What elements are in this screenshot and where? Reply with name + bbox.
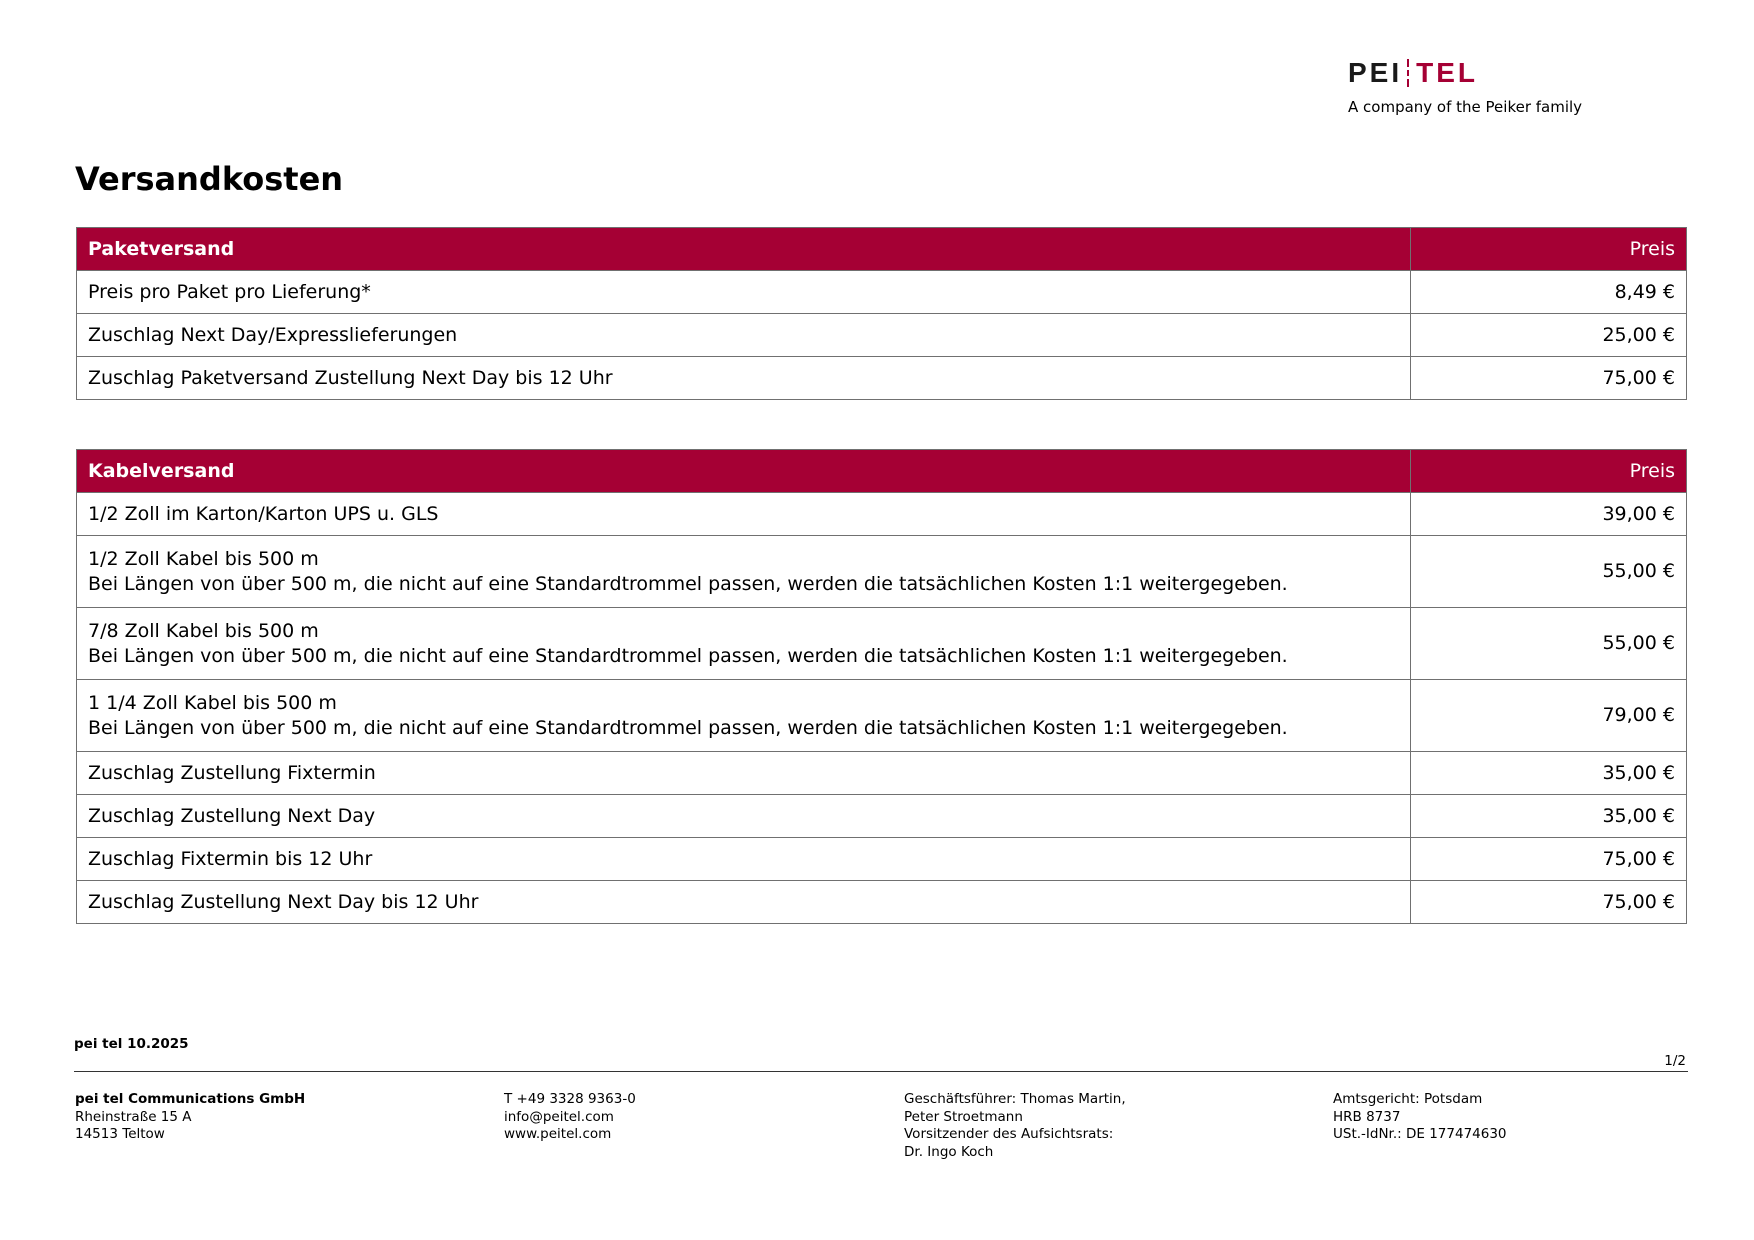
description-line: Zuschlag Fixtermin bis 12 Uhr	[88, 847, 373, 870]
logo-divider-icon	[1406, 59, 1410, 87]
row-description	[77, 608, 1411, 680]
description-line: Zuschlag Zustellung Fixtermin	[88, 761, 376, 784]
management-line: Dr. Ingo Koch	[904, 1143, 994, 1160]
footer-divider	[74, 1071, 1688, 1072]
description-line: Bei Längen von über 500 m, die nicht auf eine Standardtrommel passen, werden die tatsächlichen Kosten 1:1 weitergegeben.	[88, 644, 1288, 667]
table-header-title: Paketversand	[77, 228, 1411, 271]
document-version: pei tel 10.2025	[74, 1036, 189, 1052]
table-header-title: Kabelversand	[77, 450, 1411, 493]
row-description	[77, 271, 1411, 314]
table-row	[77, 493, 1687, 536]
table-row	[77, 680, 1687, 752]
row-price: 35,00 €	[1411, 795, 1687, 838]
company-city: 14513 Teltow	[75, 1126, 165, 1142]
row-price: 55,00 €	[1411, 536, 1687, 608]
table-header-row	[77, 228, 1687, 271]
description-line: 1 1/4 Zoll Kabel bis 500 m	[88, 691, 337, 714]
contact-phone: T +49 3328 9363-0	[504, 1091, 636, 1107]
page-number: 1/2	[1664, 1053, 1686, 1069]
row-price: 75,00 €	[1411, 357, 1687, 400]
table-row	[77, 608, 1687, 680]
row-description	[77, 752, 1411, 795]
company-logo	[1348, 58, 1608, 116]
row-description	[77, 357, 1411, 400]
page-title: Versandkosten	[75, 160, 344, 198]
logo-text-left: PEI	[1348, 57, 1403, 88]
footer-management	[904, 1091, 1126, 1161]
logo-tagline: A company of the Peiker family	[1348, 98, 1583, 116]
table-row	[77, 752, 1687, 795]
row-price: 25,00 €	[1411, 314, 1687, 357]
description-line: 7/8 Zoll Kabel bis 500 m	[88, 619, 319, 642]
row-description	[77, 838, 1411, 881]
management-line: Geschäftsführer: Thomas Martin,	[904, 1091, 1126, 1107]
table-header-price: Preis	[1411, 450, 1687, 493]
row-price: 75,00 €	[1411, 838, 1687, 881]
row-description	[77, 314, 1411, 357]
register-hrb: HRB 8737	[1333, 1108, 1401, 1125]
description-line: 1/2 Zoll im Karton/Karton UPS u. GLS	[88, 502, 439, 525]
description-line: Zuschlag Zustellung Next Day bis 12 Uhr	[88, 890, 479, 913]
table-header-price: Preis	[1411, 228, 1687, 271]
description-line: Zuschlag Zustellung Next Day	[88, 804, 376, 827]
management-line: Vorsitzender des Aufsichtsrats:	[904, 1126, 1114, 1142]
paketversand-table	[76, 227, 1687, 400]
description-line: Zuschlag Paketversand Zustellung Next Day bis 12 Uhr	[88, 366, 613, 389]
row-price: 79,00 €	[1411, 680, 1687, 752]
table-row	[77, 536, 1687, 608]
description-line: Bei Längen von über 500 m, die nicht auf eine Standardtrommel passen, werden die tatsächlichen Kosten 1:1 weitergegeben.	[88, 716, 1288, 739]
footer-contact	[504, 1091, 636, 1144]
table-row	[77, 314, 1687, 357]
row-description	[77, 881, 1411, 924]
table-row	[77, 795, 1687, 838]
company-street: Rheinstraße 15 A	[75, 1108, 192, 1125]
kabelversand-table	[76, 449, 1687, 924]
description-line: Bei Längen von über 500 m, die nicht auf eine Standardtrommel passen, werden die tatsächlichen Kosten 1:1 weitergegeben.	[88, 572, 1288, 595]
footer-register	[1333, 1091, 1507, 1144]
description-line: Zuschlag Next Day/Expresslieferungen	[88, 323, 458, 346]
table-row	[77, 357, 1687, 400]
contact-email: info@peitel.com	[504, 1108, 614, 1125]
logo-wordmark	[1348, 58, 1608, 88]
row-description	[77, 795, 1411, 838]
table-row	[77, 881, 1687, 924]
footer-company-address	[75, 1091, 305, 1144]
row-price: 75,00 €	[1411, 881, 1687, 924]
row-price: 8,49 €	[1411, 271, 1687, 314]
row-description	[77, 493, 1411, 536]
table-row	[77, 271, 1687, 314]
company-name: pei tel Communications GmbH	[75, 1091, 306, 1107]
table-row	[77, 838, 1687, 881]
description-line: Preis pro Paket pro Lieferung*	[88, 280, 371, 303]
contact-website: www.peitel.com	[504, 1126, 612, 1142]
management-line: Peter Stroetmann	[904, 1108, 1023, 1125]
row-price: 39,00 €	[1411, 493, 1687, 536]
register-court: Amtsgericht: Potsdam	[1333, 1091, 1483, 1107]
description-line: 1/2 Zoll Kabel bis 500 m	[88, 547, 319, 570]
register-vat: USt.-IdNr.: DE 177474630	[1333, 1126, 1507, 1142]
row-description	[77, 680, 1411, 752]
logo-text-right: TEL	[1416, 57, 1479, 88]
table-header-row	[77, 450, 1687, 493]
row-price: 35,00 €	[1411, 752, 1687, 795]
row-price: 55,00 €	[1411, 608, 1687, 680]
row-description	[77, 536, 1411, 608]
